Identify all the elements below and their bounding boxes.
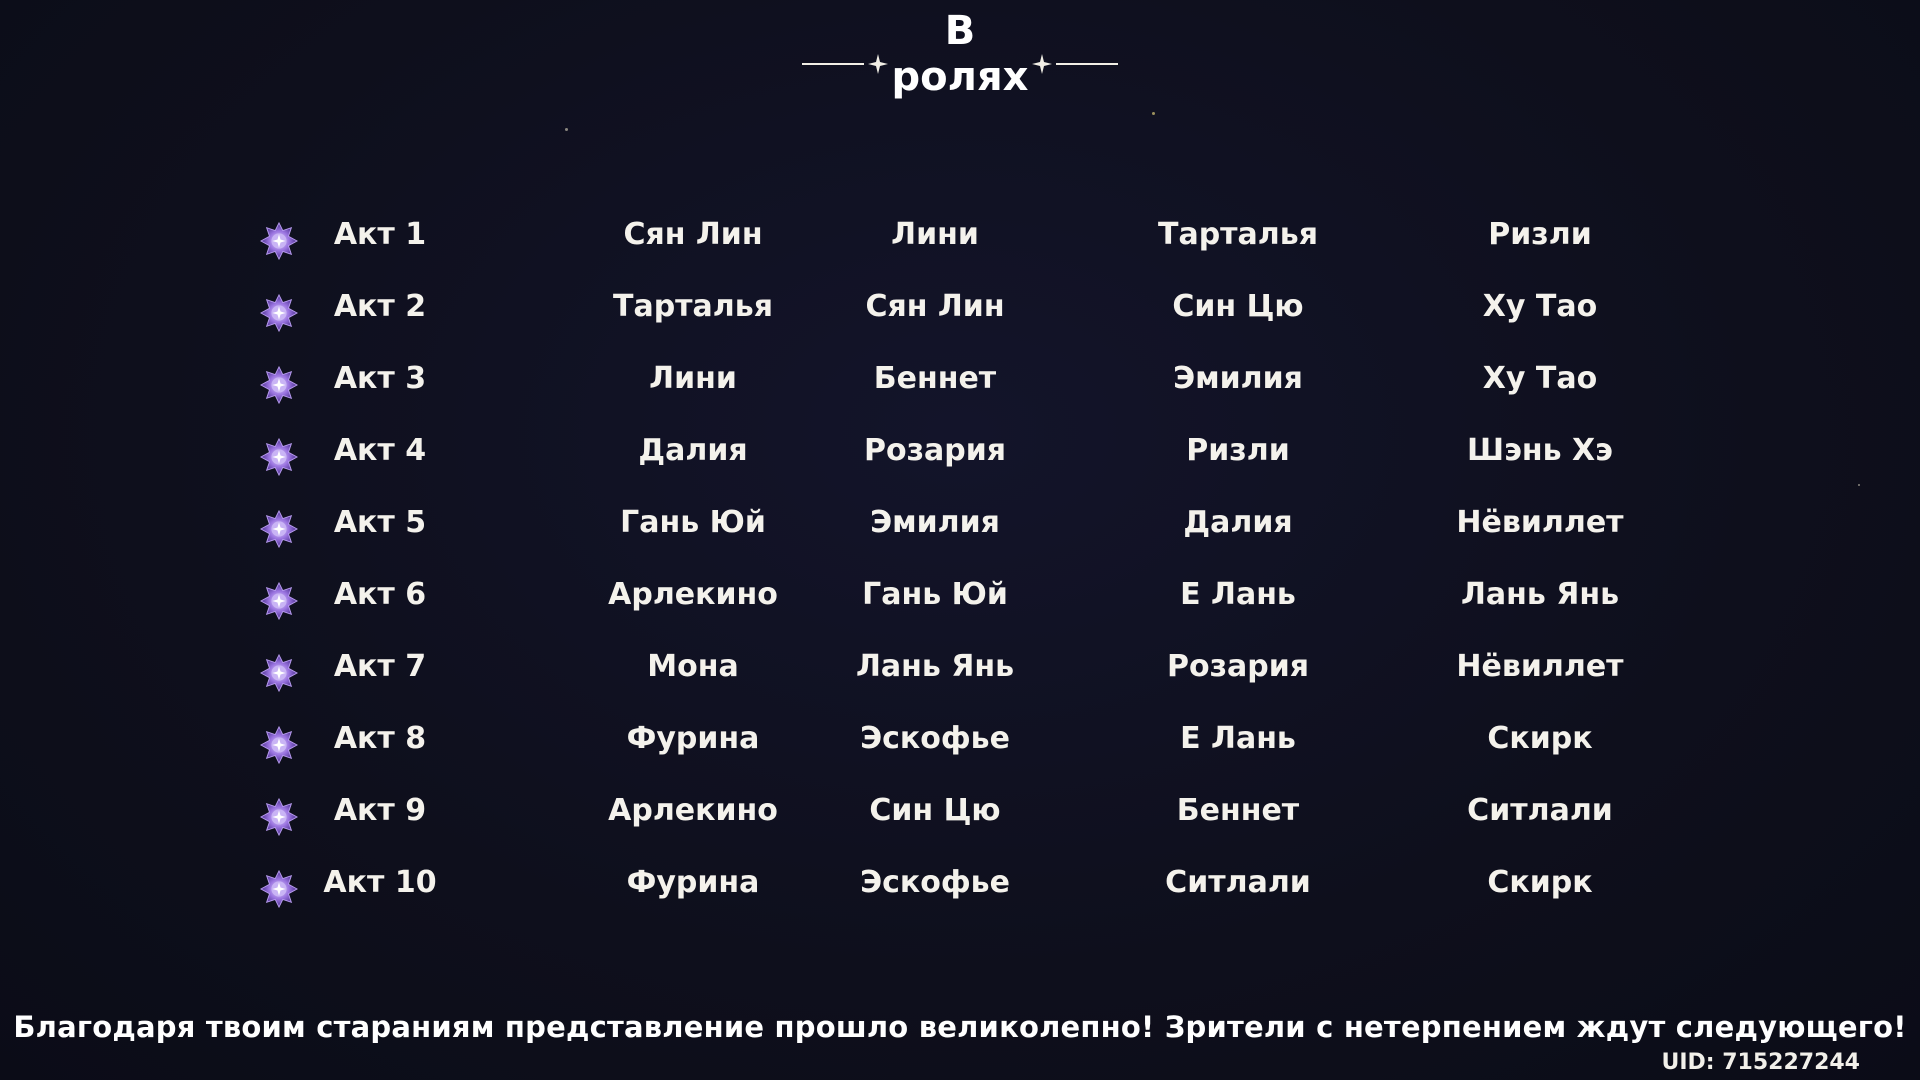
star-emblem-icon: [260, 798, 298, 836]
act-row: [250, 853, 1670, 925]
act-label: Акт 4: [333, 433, 427, 468]
act-row: [250, 565, 1670, 637]
act-label: Акт 1: [333, 217, 427, 252]
cast-member-name: Ху Тао: [1482, 361, 1598, 396]
act-row: [250, 781, 1670, 853]
act-label: Акт 9: [333, 793, 427, 828]
act-row: [250, 205, 1670, 277]
cast-member-name: Син Цю: [869, 793, 1001, 828]
act-label: Акт 2: [333, 289, 427, 324]
sparkle-dot: [1858, 484, 1860, 486]
act-label: Акт 5: [333, 505, 427, 540]
right-ornament-icon: [1030, 52, 1140, 76]
cast-member-name: Лини: [649, 361, 737, 396]
cast-member-name: Арлекино: [608, 793, 778, 828]
cast-member-name: Сян Лин: [865, 289, 1005, 324]
cast-member-name: Арлекино: [608, 577, 778, 612]
cast-table: [250, 205, 1670, 925]
star-emblem-icon: [260, 870, 298, 908]
cast-member-name: Беннет: [873, 361, 997, 396]
cast-member-name: Эмилия: [1173, 361, 1303, 396]
cast-member-name: Розария: [863, 433, 1007, 468]
cast-member-name: Скирк: [1487, 865, 1593, 900]
cast-member-name: Гань Юй: [620, 505, 766, 540]
star-emblem-icon: [260, 438, 298, 476]
act-row: [250, 277, 1670, 349]
star-emblem-icon: [260, 222, 298, 260]
cast-member-name: Далия: [1183, 505, 1293, 540]
uid-label: UID: 715227244: [1661, 1050, 1860, 1075]
act-label: Акт 6: [333, 577, 427, 612]
cast-member-name: Ху Тао: [1482, 289, 1598, 324]
act-row: [250, 709, 1670, 781]
cast-member-name: Скирк: [1487, 721, 1593, 756]
act-label: Акт 3: [333, 361, 427, 396]
cast-member-name: Фурина: [626, 865, 760, 900]
act-label: Акт 10: [323, 865, 437, 900]
cast-member-name: Фурина: [626, 721, 760, 756]
cast-member-name: Эскофье: [860, 721, 1010, 756]
cast-member-name: Шэнь Хэ: [1467, 433, 1613, 468]
cast-member-name: Тарталья: [612, 289, 774, 324]
cast-member-name: Тарталья: [1157, 217, 1319, 252]
star-emblem-icon: [260, 582, 298, 620]
sparkle-dot: [1152, 112, 1155, 115]
cast-member-name: Розария: [1166, 649, 1310, 684]
cast-member-name: Мона: [647, 649, 739, 684]
cast-member-name: Лань Янь: [855, 649, 1015, 684]
cast-member-name: Лини: [891, 217, 979, 252]
act-row: [250, 637, 1670, 709]
cast-member-name: Гань Юй: [862, 577, 1008, 612]
cast-member-name: Ризли: [1488, 217, 1592, 252]
act-row: [250, 349, 1670, 421]
cast-member-name: Эмилия: [870, 505, 1000, 540]
star-emblem-icon: [260, 654, 298, 692]
act-row: [250, 493, 1670, 565]
star-emblem-icon: [260, 726, 298, 764]
cast-member-name: Далия: [638, 433, 748, 468]
title-line-1: В: [944, 8, 976, 54]
star-emblem-icon: [260, 294, 298, 332]
cast-member-name: Нёвиллет: [1456, 649, 1624, 684]
cast-member-name: Сян Лин: [623, 217, 763, 252]
cast-member-name: Эскофье: [860, 865, 1010, 900]
title-block: [760, 8, 1160, 118]
sparkle-dot: [565, 128, 568, 131]
act-row: [250, 421, 1670, 493]
cast-member-name: Беннет: [1176, 793, 1300, 828]
cast-member-name: Ситлали: [1467, 793, 1613, 828]
cast-member-name: Е Лань: [1180, 721, 1296, 756]
act-label: Акт 7: [333, 649, 427, 684]
star-emblem-icon: [260, 366, 298, 404]
cast-member-name: Лань Янь: [1460, 577, 1620, 612]
cast-member-name: Ризли: [1186, 433, 1290, 468]
cast-member-name: Ситлали: [1165, 865, 1311, 900]
cast-member-name: Нёвиллет: [1456, 505, 1624, 540]
cast-member-name: Син Цю: [1172, 289, 1304, 324]
title-line-2: ролях: [891, 54, 1029, 100]
act-label: Акт 8: [333, 721, 427, 756]
cast-member-name: Е Лань: [1180, 577, 1296, 612]
footer-message: Благодаря твоим стараниям представление прошло великолепно! Зрители с нетерпением ждут следующего!: [13, 1010, 1907, 1044]
star-emblem-icon: [260, 510, 298, 548]
